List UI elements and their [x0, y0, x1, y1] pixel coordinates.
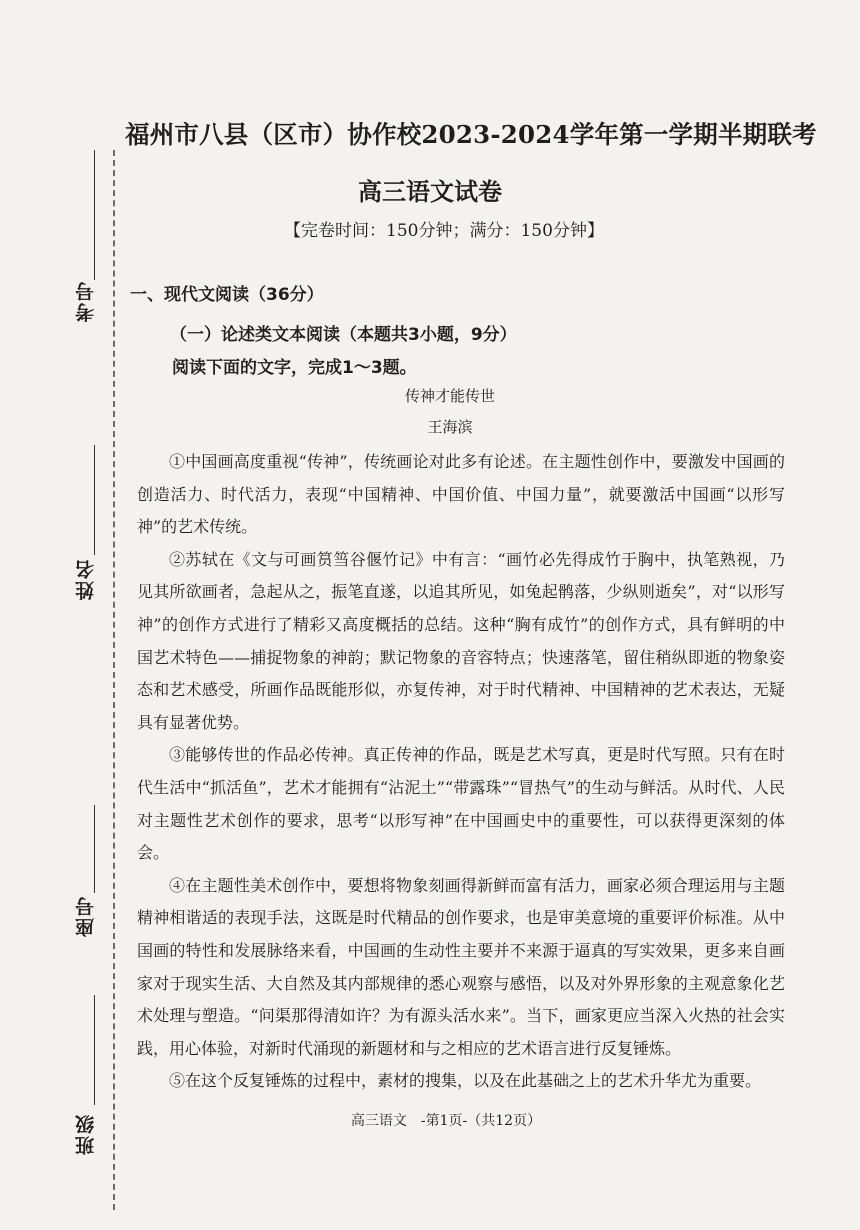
exam-time-info: 【完卷时间：150分钟；满分：150分钟】: [284, 221, 604, 241]
seat-label: 座号: [75, 895, 97, 937]
name-line: [94, 445, 95, 555]
class-label: 班级: [75, 1113, 97, 1155]
seat-field: [60, 805, 100, 955]
binding-dashed-line: [113, 150, 115, 1210]
class-field: [60, 995, 100, 1170]
exam-title: 福州市八县（区市）协作校2023-2024学年第一学期半期联考: [125, 120, 817, 149]
article-paragraph: ①中国画高度重视“传神”，传统画论对此多有论述。在主题性创作中，要激发中国画的创造活力、时代活力，表现“中国精神、中国价值、中国力量”，就要激活中国画“以形写神”的艺术传统。: [137, 452, 785, 537]
article-paragraph: ③能够传世的作品必传神。真正传神的作品，既是艺术写真，更是时代写照。只有在时代生活中“抓活鱼”，艺术才能拥有“沾泥土”“带露珠”“冒热气”的生动与鲜活。从时代、人民对主题性艺术创作的要求，思考“以形写神”在中国画史中的重要性，可以获得更深刻的体会。: [137, 745, 785, 863]
article-author: 王海滨: [427, 418, 473, 436]
article-title: 传神才能传世: [404, 387, 495, 405]
article-body: [137, 446, 785, 1098]
seat-line: [94, 805, 95, 893]
article-paragraph: ⑤在这个反复锤炼的过程中，素材的搜集，以及在此基础之上的艺术升华尤为重要。: [169, 1071, 762, 1091]
section-heading: 一、现代文阅读（36分）: [130, 285, 324, 305]
exam-no-label: 考号: [75, 280, 97, 322]
name-field: [60, 445, 100, 615]
article-paragraph: ②苏轼在《文与可画筼筜谷偃竹记》中有言：“画竹必先得成竹于胸中，执笔熟视，乃见其所欲画者，急起从之，振笔直遂，以追其所见，如兔起鹘落，少纵则逝矣”，对“以形写神”的创作方式进行了精彩又高度概括的总结。这种“胸有成竹”的创作方式，具有鲜明的中国艺术特色——捕捉物象的神韵；默记物象的音容特点；快速落笔，留住稍纵即逝的物象姿态和艺术感受，所画作品既能形似，亦复传神，对于时代精神、中国精神的艺术表达，无疑具有显著优势。: [137, 549, 785, 732]
class-line: [94, 995, 95, 1105]
name-label: 姓名: [75, 558, 97, 600]
part-heading: （一）论述类文本阅读（本题共3小题，9分）: [170, 325, 517, 345]
reading-instruction: 阅读下面的文字，完成1～3题。: [172, 358, 417, 378]
article-paragraph: ④在主题性美术创作中，要想将物象刻画得新鲜而富有活力，画家必须合理运用与主题精神相谐适的表现手法，这既是时代精品的创作要求，也是审美意境的重要评价标准。从中国画的特性和发展脉络来看，中国画的生动性主要并不来源于逼真的写实效果，更多来自画家对于现实生活、大自然及其内部规律的悉心观察与感悟，以及对外界形象的主观意象化艺术处理与塑造。“问渠那得清如许？为有源头活水来”。当下，画家更应当深入火热的社会实践，用心体验，对新时代涌现的新题材和与之相应的艺术语言进行反复锤炼。: [137, 875, 785, 1058]
exam-subtitle: 高三语文试卷: [358, 177, 502, 206]
page-footer: 高三语文 -第1页-（共12页）: [350, 1113, 542, 1129]
exam-no-line: [94, 150, 95, 280]
